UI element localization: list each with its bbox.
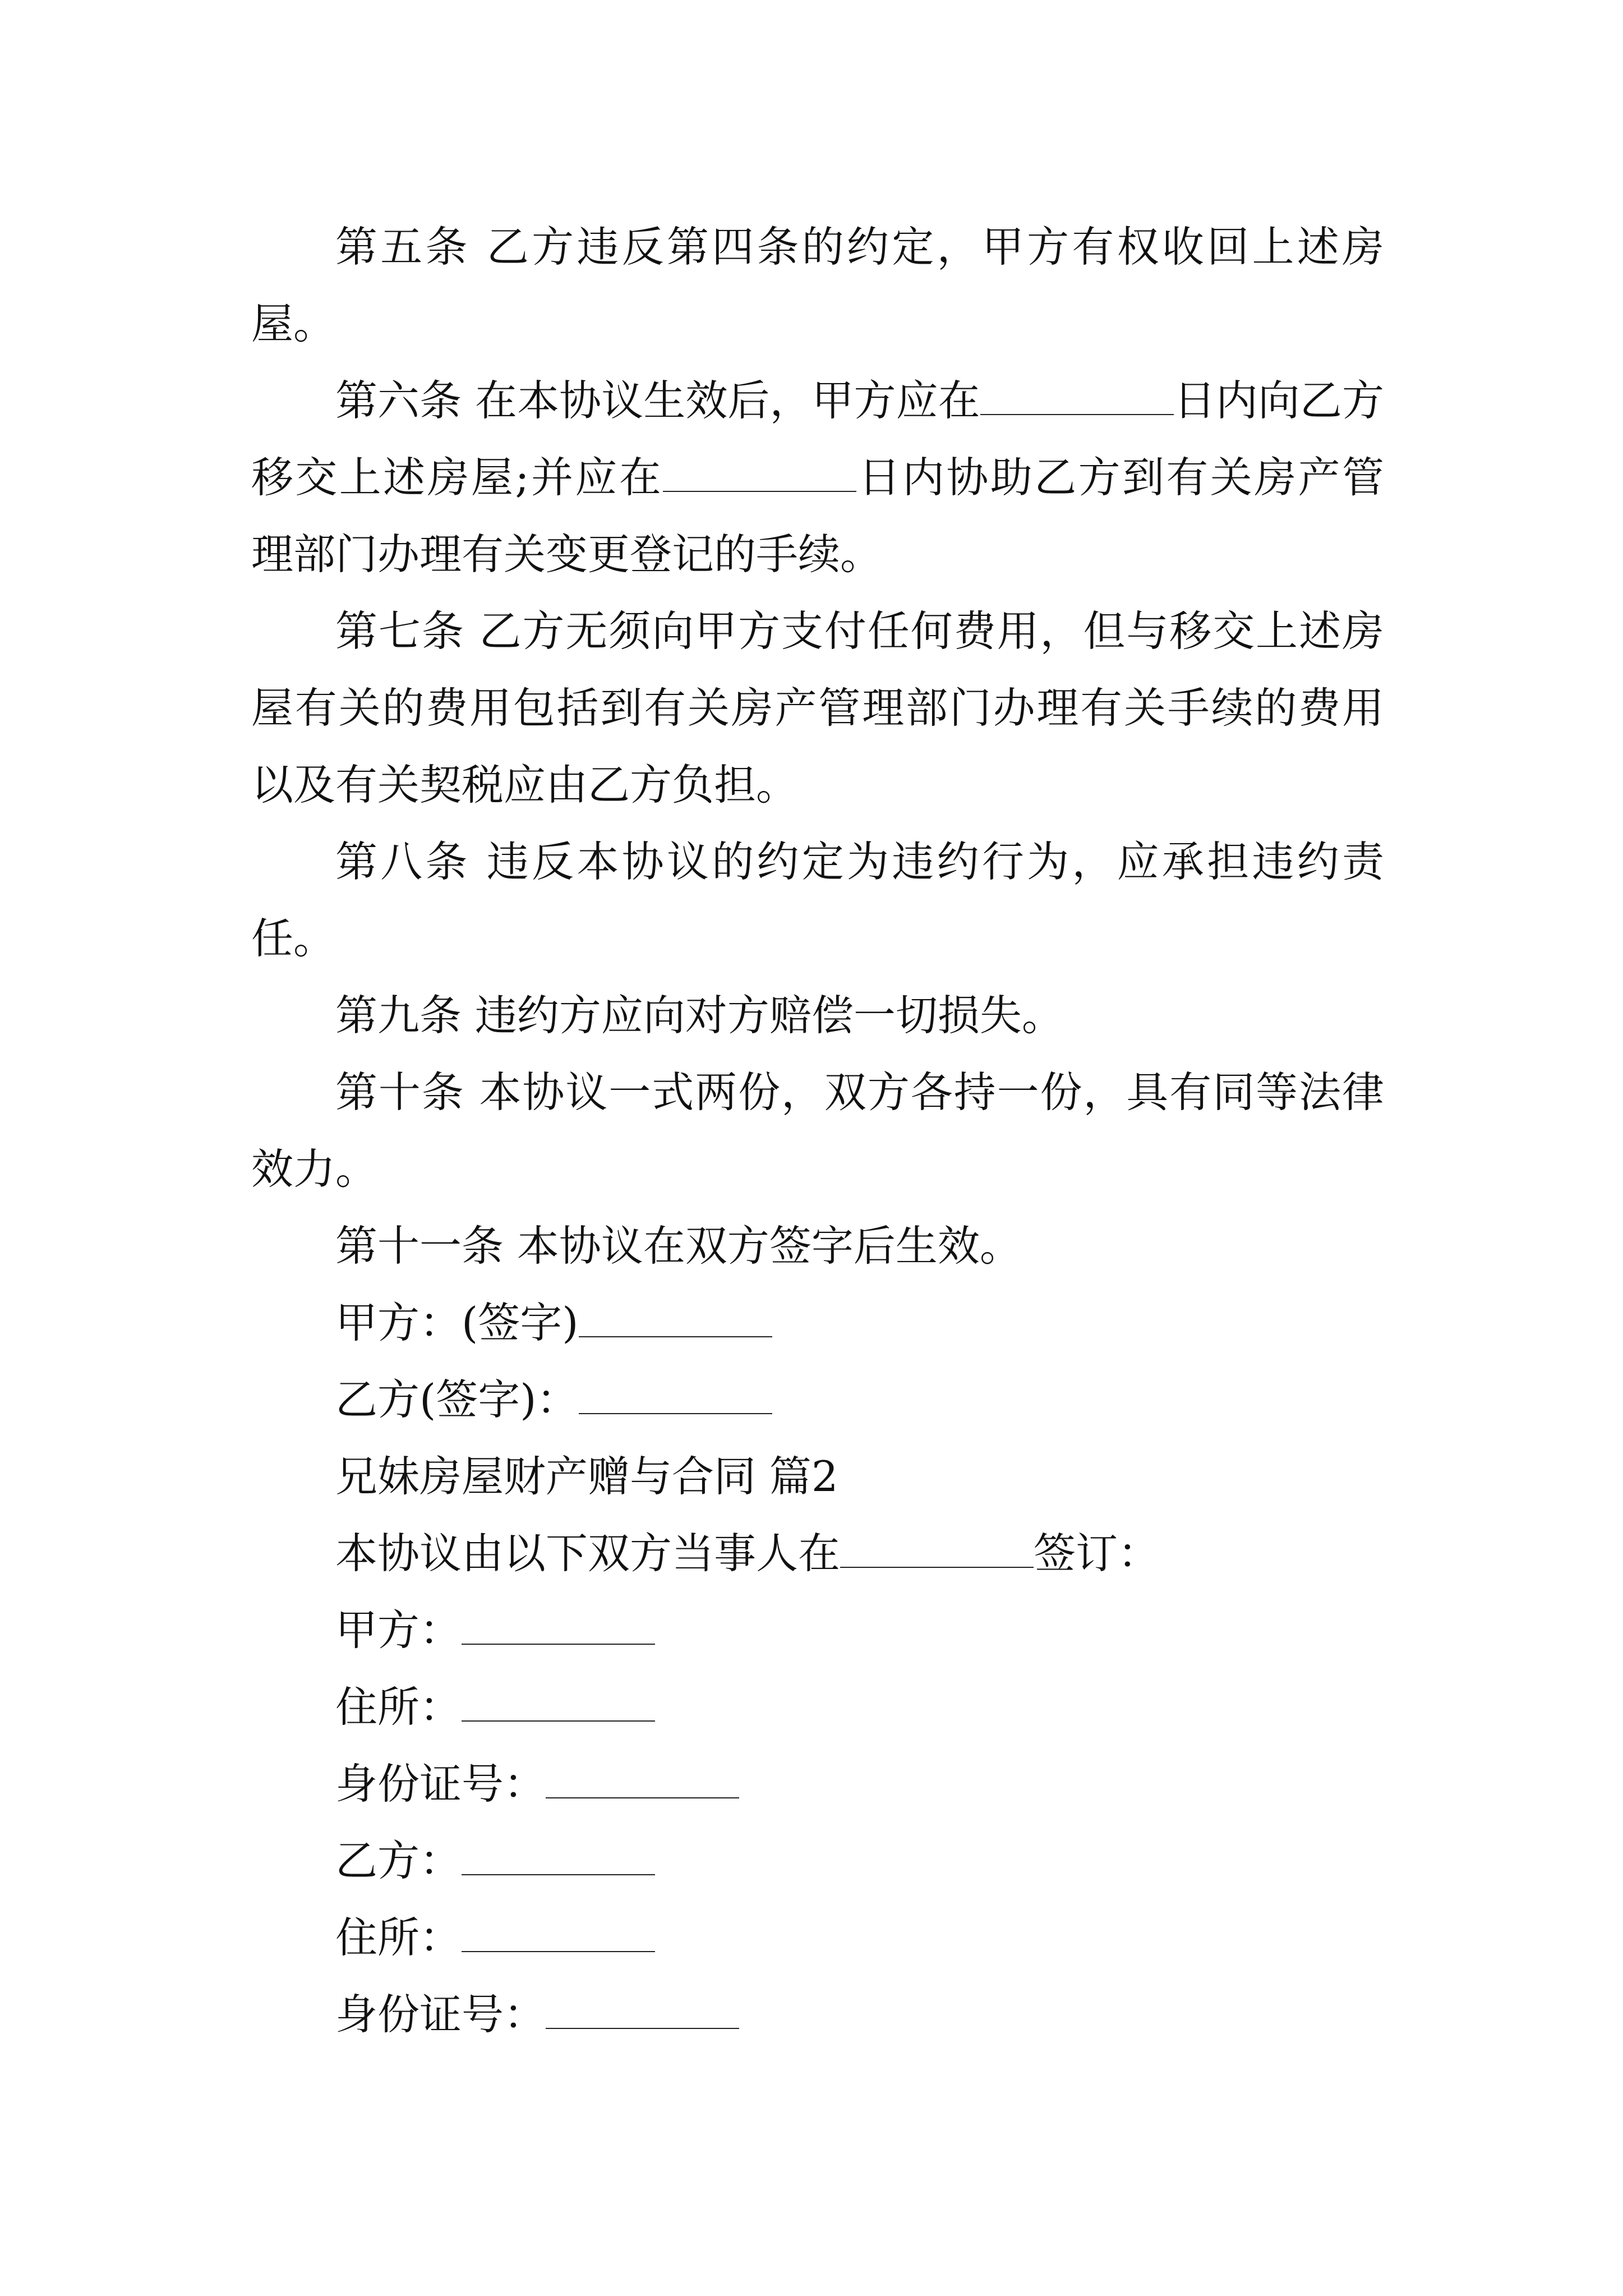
- party-a-address-line: [251, 1669, 1384, 1746]
- party-a-id-blank: [546, 1764, 739, 1798]
- party-b-address-label: 住所：: [335, 1913, 462, 1962]
- party-a-id-label: 身份证号：: [335, 1759, 546, 1809]
- intro-part-1: 本协议由以下双方当事人在: [335, 1529, 841, 1578]
- party-a-name-line: [251, 1592, 1384, 1669]
- signature-party-a: [251, 1285, 1384, 1361]
- article-9: [251, 977, 1384, 1054]
- article-9-text: 第九条 违约方应向对方赔偿一切损失。: [335, 991, 1064, 1040]
- article-7: [251, 593, 1384, 823]
- intro-part-2: 签订：: [1034, 1529, 1160, 1578]
- article-6: [251, 362, 1384, 593]
- party-b-name-line: [251, 1823, 1384, 1899]
- party-a-address-label: 住所：: [335, 1682, 462, 1732]
- intro-line: [251, 1515, 1384, 1592]
- article-5-text: 第五条 乙方违反第四条的约定，甲方有权收回上述房屋。: [251, 222, 1384, 348]
- party-b-id-blank: [546, 1994, 739, 2029]
- blank-handover-days: [980, 380, 1174, 415]
- signature-party-a-label: 甲方：(签字): [335, 1298, 579, 1347]
- party-b-id-line: [251, 1976, 1384, 2053]
- signature-party-a-blank: [579, 1303, 772, 1337]
- party-b-name-blank: [462, 1841, 655, 1875]
- signature-party-b-blank: [579, 1379, 772, 1414]
- article-6-part-3: 日内协助乙方到有关房产管理部门办理有关变更登记的手续。: [251, 453, 1384, 579]
- article-7-text: 第七条 乙方无须向甲方支付任何费用，但与移交上述房屋有关的费用包括到有关房产管理部门办理有关手续的费用以及有关契税应由乙方负担。: [251, 606, 1384, 809]
- blank-signing-place: [840, 1533, 1034, 1568]
- section-2-title-text: 兄妹房屋财产赠与合同 篇2: [335, 1452, 838, 1501]
- article-11: [251, 1208, 1384, 1285]
- party-b-address-line: [251, 1899, 1384, 1976]
- blank-registration-days: [663, 457, 856, 492]
- party-b-name-label: 乙方：: [335, 1836, 462, 1885]
- article-10-text: 第十条 本协议一式两份，双方各持一份，具有同等法律效力。: [251, 1068, 1384, 1194]
- party-a-name-blank: [462, 1610, 655, 1645]
- document-body: [251, 209, 1384, 2053]
- signature-party-b: [251, 1361, 1384, 1438]
- party-b-address-blank: [462, 1917, 655, 1952]
- party-a-id-line: [251, 1746, 1384, 1823]
- article-8-text: 第八条 违反本协议的约定为违约行为，应承担违约责任。: [251, 837, 1384, 963]
- article-8: [251, 823, 1384, 977]
- party-b-id-label: 身份证号：: [335, 1990, 546, 2039]
- party-a-name-label: 甲方：: [335, 1605, 462, 1655]
- article-6-part-2: 日内向乙方移交上述房屋;并应在: [251, 376, 1384, 502]
- article-11-text: 第十一条 本协议在双方签字后生效。: [335, 1221, 1022, 1271]
- article-10: [251, 1054, 1384, 1208]
- article-5: [251, 209, 1384, 362]
- party-a-address-blank: [462, 1687, 655, 1722]
- article-6-part-1: 第六条 在本协议生效后，甲方应在: [335, 376, 980, 425]
- signature-party-b-label: 乙方(签字)：: [335, 1375, 579, 1424]
- section-2-title: [251, 1438, 1384, 1515]
